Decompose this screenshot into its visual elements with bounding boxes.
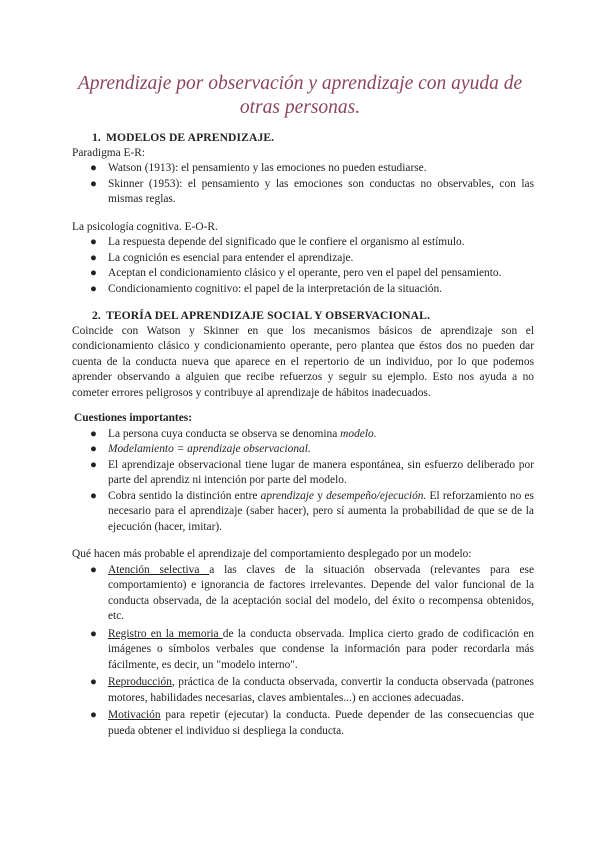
- section-2-heading: 2. TEORÍA DEL APRENDIZAJE SOCIAL Y OBSERVACIONAL.: [92, 309, 430, 322]
- list-item: ● La cognición es esencial para entender el aprendizaje.: [90, 251, 354, 264]
- section-teoria: [74, 308, 534, 739]
- cognitive-label: La psicología cognitiva. E-O-R.: [72, 220, 218, 233]
- list-item: ● Registro en la memoria de la conducta observada. Implica cierto grado de codificación en imágenes o símbolos verbales que condense la información para poder recordarla más fácilmente, es decir, un "modelo interno".: [90, 627, 534, 671]
- list-item: ● La respuesta depende del significado que le confiere el organismo al estímulo.: [90, 236, 465, 248]
- list-item: ● Watson (1913): el pensamiento y las emociones no pueden estudiarse.: [90, 162, 427, 174]
- list-item: ● Cobra sentido la distinción entre aprendizaje y desempeño/ejecución. El reforzamiento no es necesario para el aprendizaje (saber hacer), pero sí aumenta la probabilidad de que se de la ejecución (hacer, imitar).: [90, 489, 534, 533]
- list-item: ● Atención selectiva a las claves de la situación observada (relevantes para ese comportamiento) e ignorancia de factores irrelevantes. Depende del valor funcional de la conducta observada, de la aceptación social del modelo, del éxito o recompensa obtenidos, etc.: [90, 563, 534, 622]
- title-line-1: Aprendizaje por observación y aprendizaje con ayuda de: [77, 73, 523, 94]
- section-modelos: [74, 130, 534, 297]
- list-item: ● Reproducción, práctica de la conducta observada, convertir la conducta observada (patrones motores, habilidades necesarias, claves ambientales...) en acciones adecuadas.: [90, 676, 534, 704]
- list-item: ● La persona cuya conducta se observa se denomina modelo.: [90, 427, 377, 440]
- factors-label: Qué hacen más probable el aprendizaje del comportamiento desplegado por un modelo:: [72, 548, 472, 560]
- section-1-heading: 1. MODELOS DE APRENDIZAJE.: [92, 131, 275, 144]
- list-item: ● Modelamiento = aprendizaje observacional.: [90, 443, 311, 455]
- questions-label: Cuestiones importantes:: [74, 412, 193, 424]
- paradigm-label: Paradigma E-R:: [72, 146, 146, 159]
- title-line-2: otras personas.: [239, 97, 361, 118]
- list-item: ● El aprendizaje observacional tiene lugar de manera espontánea, sin esfuerzo deliberado por parte del aprendiz ni intención por parte del modelo.: [90, 458, 534, 486]
- page-title: [60, 72, 540, 120]
- cognitive-list: [74, 235, 534, 297]
- list-item: ● Aceptan el condicionamiento clásico y el operante, pero ven el papel del pensamiento.: [90, 267, 502, 279]
- factors-list: [74, 563, 534, 740]
- paradigm-list: [74, 161, 534, 208]
- section-2-intro: Coincide con Watson y Skinner en que los mecanismos básicos de aprendizaje son el condicionamiento clásico y condicionamiento operante, pero plantea que éstos dos no pueden dar cuenta de la conducta nueva que aparece en el repertorio de un individuo, por lo que podemos aprender observando a alguien que recibe refuerzos y seguir su ejemplo. Esto nos ayuda a no cometer errores peligrosos y contribuye al aprendizaje de hábitos inadecuados.: [72, 324, 534, 399]
- list-item: ● Skinner (1953): el pensamiento y las emociones son conductas no observables, con las mismas reglas.: [90, 177, 534, 205]
- list-item: ● Motivación para repetir (ejecutar) la conducta. Puede depender de las consecuencias que pueda obtener el individuo si despliega la conducta.: [90, 709, 534, 737]
- list-item: ● Condicionamiento cognitivo: el papel de la interpretación de la situación.: [90, 282, 443, 295]
- questions-list: [74, 427, 534, 536]
